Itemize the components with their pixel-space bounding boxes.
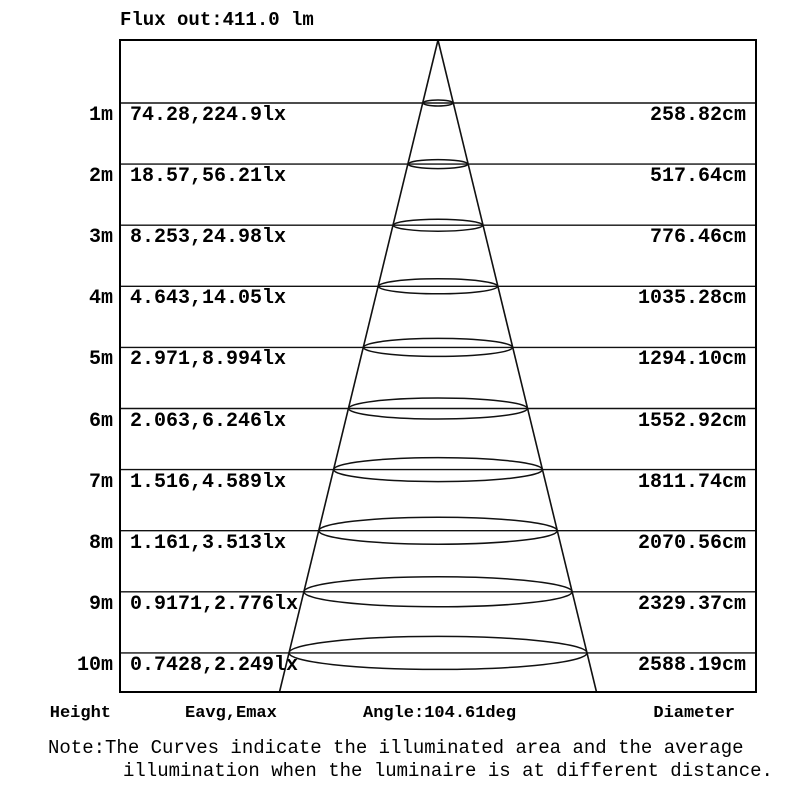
row-diameter-value: 2588.19cm [637,653,746,677]
row-eavg-value: 1.161,3.513lx [130,531,287,555]
cone-edge-right [438,40,597,692]
row-eavg-value: 8.253,24.98lx [130,226,287,250]
row-eavg-value: 18.57,56.21lx [130,165,287,189]
row-diameter-value: 1552.92cm [637,409,746,433]
row-diameter-value: 1294.10cm [637,348,746,372]
note-line-2: illumination when the luminaire is at different distance. [123,760,773,782]
flux-out-label: Flux out:411.0 lm [120,9,314,31]
footer-beam-angle-label: Angle:104.61deg [363,704,517,723]
row-height-label: 5m [88,348,113,372]
footer-height-label: Height [49,704,111,723]
row-diameter-value: 1035.28cm [637,287,746,311]
row-eavg-value: 1.516,4.589lx [130,470,287,494]
row-height-label: 3m [88,226,113,250]
row-diameter-value: 2070.56cm [637,531,746,555]
row-diameter-value: 2329.37cm [637,592,746,616]
row-eavg-value: 4.643,14.05lx [130,287,287,311]
row-height-label: 10m [76,653,113,677]
row-eavg-value: 0.7428,2.249lx [130,653,299,677]
note-line-1: Note:The Curves indicate the illuminated area and the average [48,737,744,759]
row-height-label: 1m [88,104,113,127]
row-diameter-value: 1811.74cm [637,470,746,494]
row-eavg-value: 0.9171,2.776lx [130,592,299,616]
row-diameter-value: 258.82cm [649,104,746,127]
row-height-label: 7m [88,470,113,494]
cone-edge-left [279,40,438,692]
row-eavg-value: 74.28,224.9lx [130,104,287,127]
row-diameter-value: 517.64cm [649,165,746,189]
footer-eavg-emax-label: Eavg,Emax [185,704,277,723]
row-eavg-value: 2.063,6.246lx [130,409,287,433]
row-height-label: 9m [88,592,113,616]
row-height-label: 4m [88,287,113,311]
row-diameter-value: 776.46cm [649,226,746,250]
row-height-label: 2m [88,165,113,189]
footer-diameter-label: Diameter [653,704,735,723]
row-eavg-value: 2.971,8.994lx [130,348,287,372]
row-height-label: 6m [88,409,113,433]
row-height-label: 8m [88,531,113,555]
